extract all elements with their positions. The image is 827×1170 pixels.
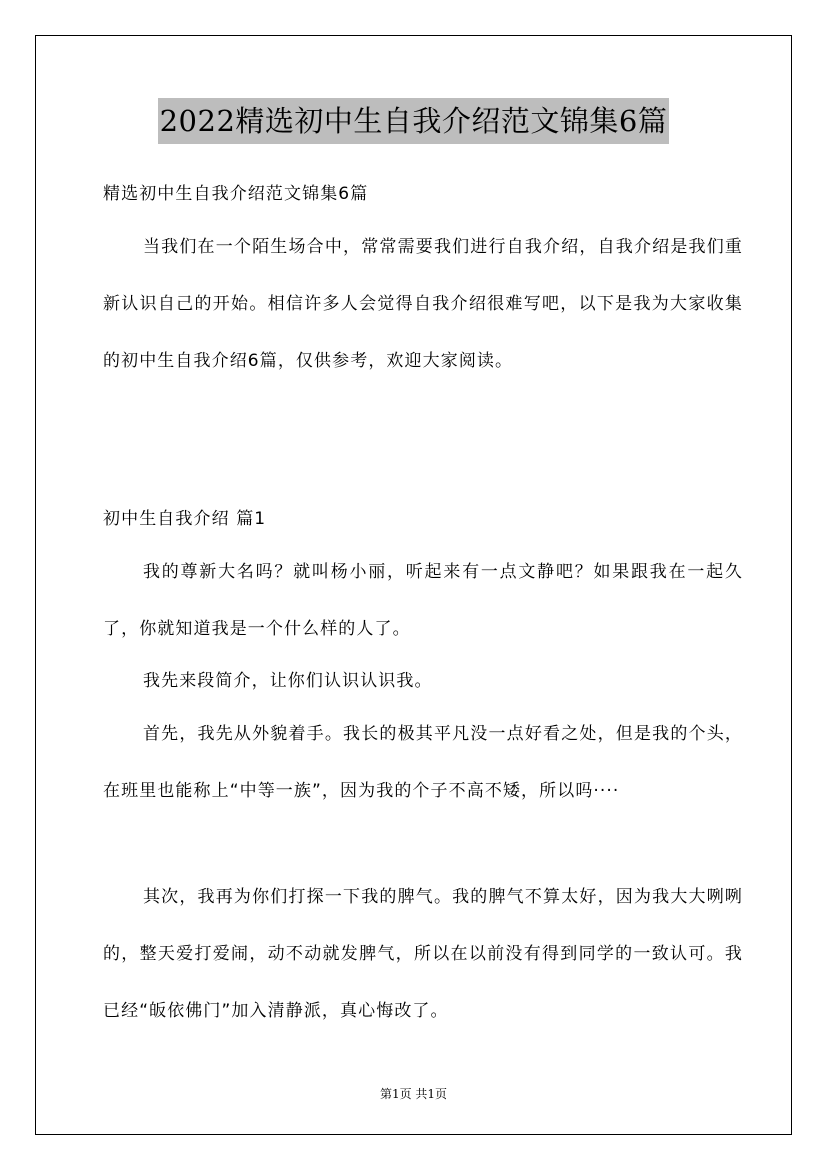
body-paragraph: 首先，我先从外貌着手。我长的极其平凡没一点好看之处，但是我的个头，在班里也能称上“中等一族”，因为我的个子不高不矮，所以吗····	[103, 724, 743, 801]
page-footer: 第1页 共1页	[379, 1087, 448, 1101]
document-title: 2022精选初中生自我介绍范文锦集6篇	[158, 98, 670, 144]
document-subtitle: 精选初中生自我介绍范文锦集6篇	[103, 184, 369, 204]
body-paragraph: 其次，我再为你们打探一下我的脾气。我的脾气不算太好，因为我大大咧咧的，整天爱打爱闹，动不动就发脾气，所以在以前没有得到同学的一致认可。我已经“皈依佛门”加入清静派，真心悔改了。	[103, 887, 743, 1021]
section-heading: 初中生自我介绍 篇1	[103, 509, 267, 529]
body-paragraph: 我先来段简介，让你们认识认识我。	[143, 671, 433, 691]
title-container	[0, 98, 827, 144]
intro-paragraph: 当我们在一个陌生场合中，常常需要我们进行自我介绍，自我介绍是我们重新认识自己的开始。相信许多人会觉得自我介绍很难写吧，以下是我为大家收集的初中生自我介绍6篇，仅供参考，欢迎大家阅读。	[103, 237, 743, 371]
body-paragraph: 我的尊新大名吗？就叫杨小丽，听起来有一点文静吧？如果跟我在一起久了，你就知道我是一个什么样的人了。	[103, 562, 743, 639]
